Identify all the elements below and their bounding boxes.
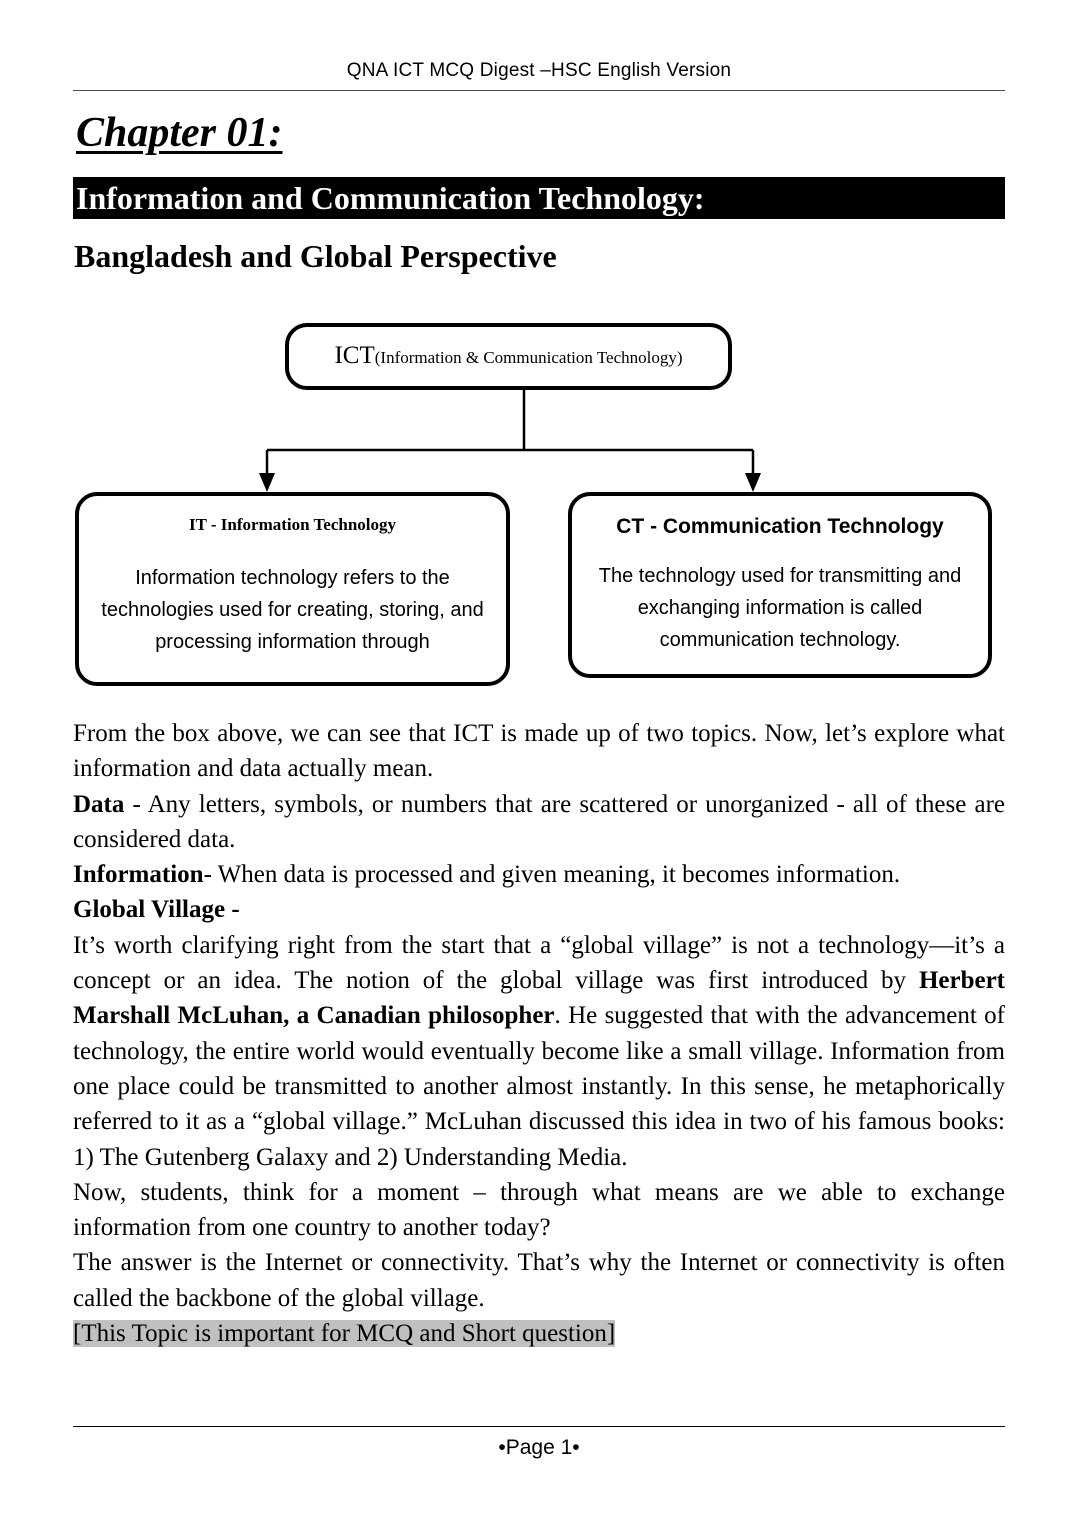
footer-divider (73, 1426, 1005, 1427)
global-village-text-part1: It’s worth clarifying right from the start that a “global village” is not a technology—it’s a concept or an idea. The notion of the global village was first introduced by (73, 931, 1005, 995)
term-information-label: Information (73, 861, 204, 889)
diagram-node-ct-body: The technology used for transmitting and exchanging information is called communication technology. (598, 565, 962, 651)
paragraph-answer-text: The answer is the Internet or connectivity. That’s why the Internet or connectivity is often called the backbone of the global village. (73, 1249, 1005, 1312)
diagram-node-ict (285, 323, 732, 390)
diagram-node-it-title: IT - Information Technology (188, 515, 397, 534)
paragraph-intro (73, 716, 1005, 787)
paragraph-intro-text: From the box above, we can see that ICT is made up of two topics. Now, let’s explore what information and data actually mean. (73, 720, 1005, 783)
diagram-node-ict-label (334, 342, 682, 372)
banner-heading: Information and Communication Technology: (73, 177, 1005, 219)
ict-expansion: (Information & Communication Technology) (374, 347, 683, 367)
paragraph-question-text: Now, students, think for a moment – through what means are we able to exchange information from one country to another today? (73, 1178, 1005, 1242)
global-village-text-part2: . He suggested that with the advancement of technology, the entire world would eventually become like a small village. Information from one place could be transmitted to another almost instantly. In this sense, he metaphorically referred to it as a “global village.” McLuhan discussed this idea in two of his famous books: 1) The Gutenberg Galaxy and 2) Understanding Media. (73, 1002, 1006, 1171)
paragraph-information (73, 857, 1005, 892)
header-divider (73, 90, 1005, 91)
diagram-node-ct-content (572, 496, 988, 674)
running-header-text: QNA ICT MCQ Digest –HSC English Version (346, 60, 732, 81)
body-content (73, 716, 1005, 1351)
diagram-node-it-content (79, 496, 506, 682)
diagram-node-ct-title: CT - Communication Technology (616, 515, 944, 538)
paragraph-question (73, 1175, 1005, 1246)
term-data-label: Data (73, 790, 125, 818)
mcq-importance-highlight: [This Topic is important for MCQ and Short question] (73, 1320, 616, 1348)
page-footer (73, 1434, 1005, 1462)
running-header (73, 58, 1005, 84)
diagram-node-communication-technology (568, 492, 992, 678)
mcluhan-name-bold: Herbert Marshall McLuhan, a Canadian philosopher (73, 967, 1005, 1030)
page-number-label: •Page 1• (498, 1436, 580, 1459)
paragraph-data (73, 787, 1005, 858)
diagram-node-it-body: Information technology refers to the technologies used for creating, storing, and processing information through (101, 567, 484, 653)
term-global-village-label: Global Village - (73, 896, 240, 924)
paragraph-global-village-label (73, 892, 1005, 927)
paragraph-global-village-body (73, 928, 1005, 1175)
sub-heading: Bangladesh and Global Perspective (74, 238, 557, 274)
term-data-definition: - Any letters, symbols, or numbers that are scattered or unorganized - all of these are considered data. (73, 790, 1005, 853)
paragraph-answer (73, 1245, 1005, 1316)
term-information-definition: - When data is processed and given meaning, it becomes information. (203, 861, 901, 889)
diagram-node-information-technology (75, 492, 510, 686)
paragraph-mcq-note (73, 1316, 1005, 1351)
ict-abbreviation: ICT (334, 341, 375, 369)
chapter-title: Chapter 01: (76, 110, 283, 156)
